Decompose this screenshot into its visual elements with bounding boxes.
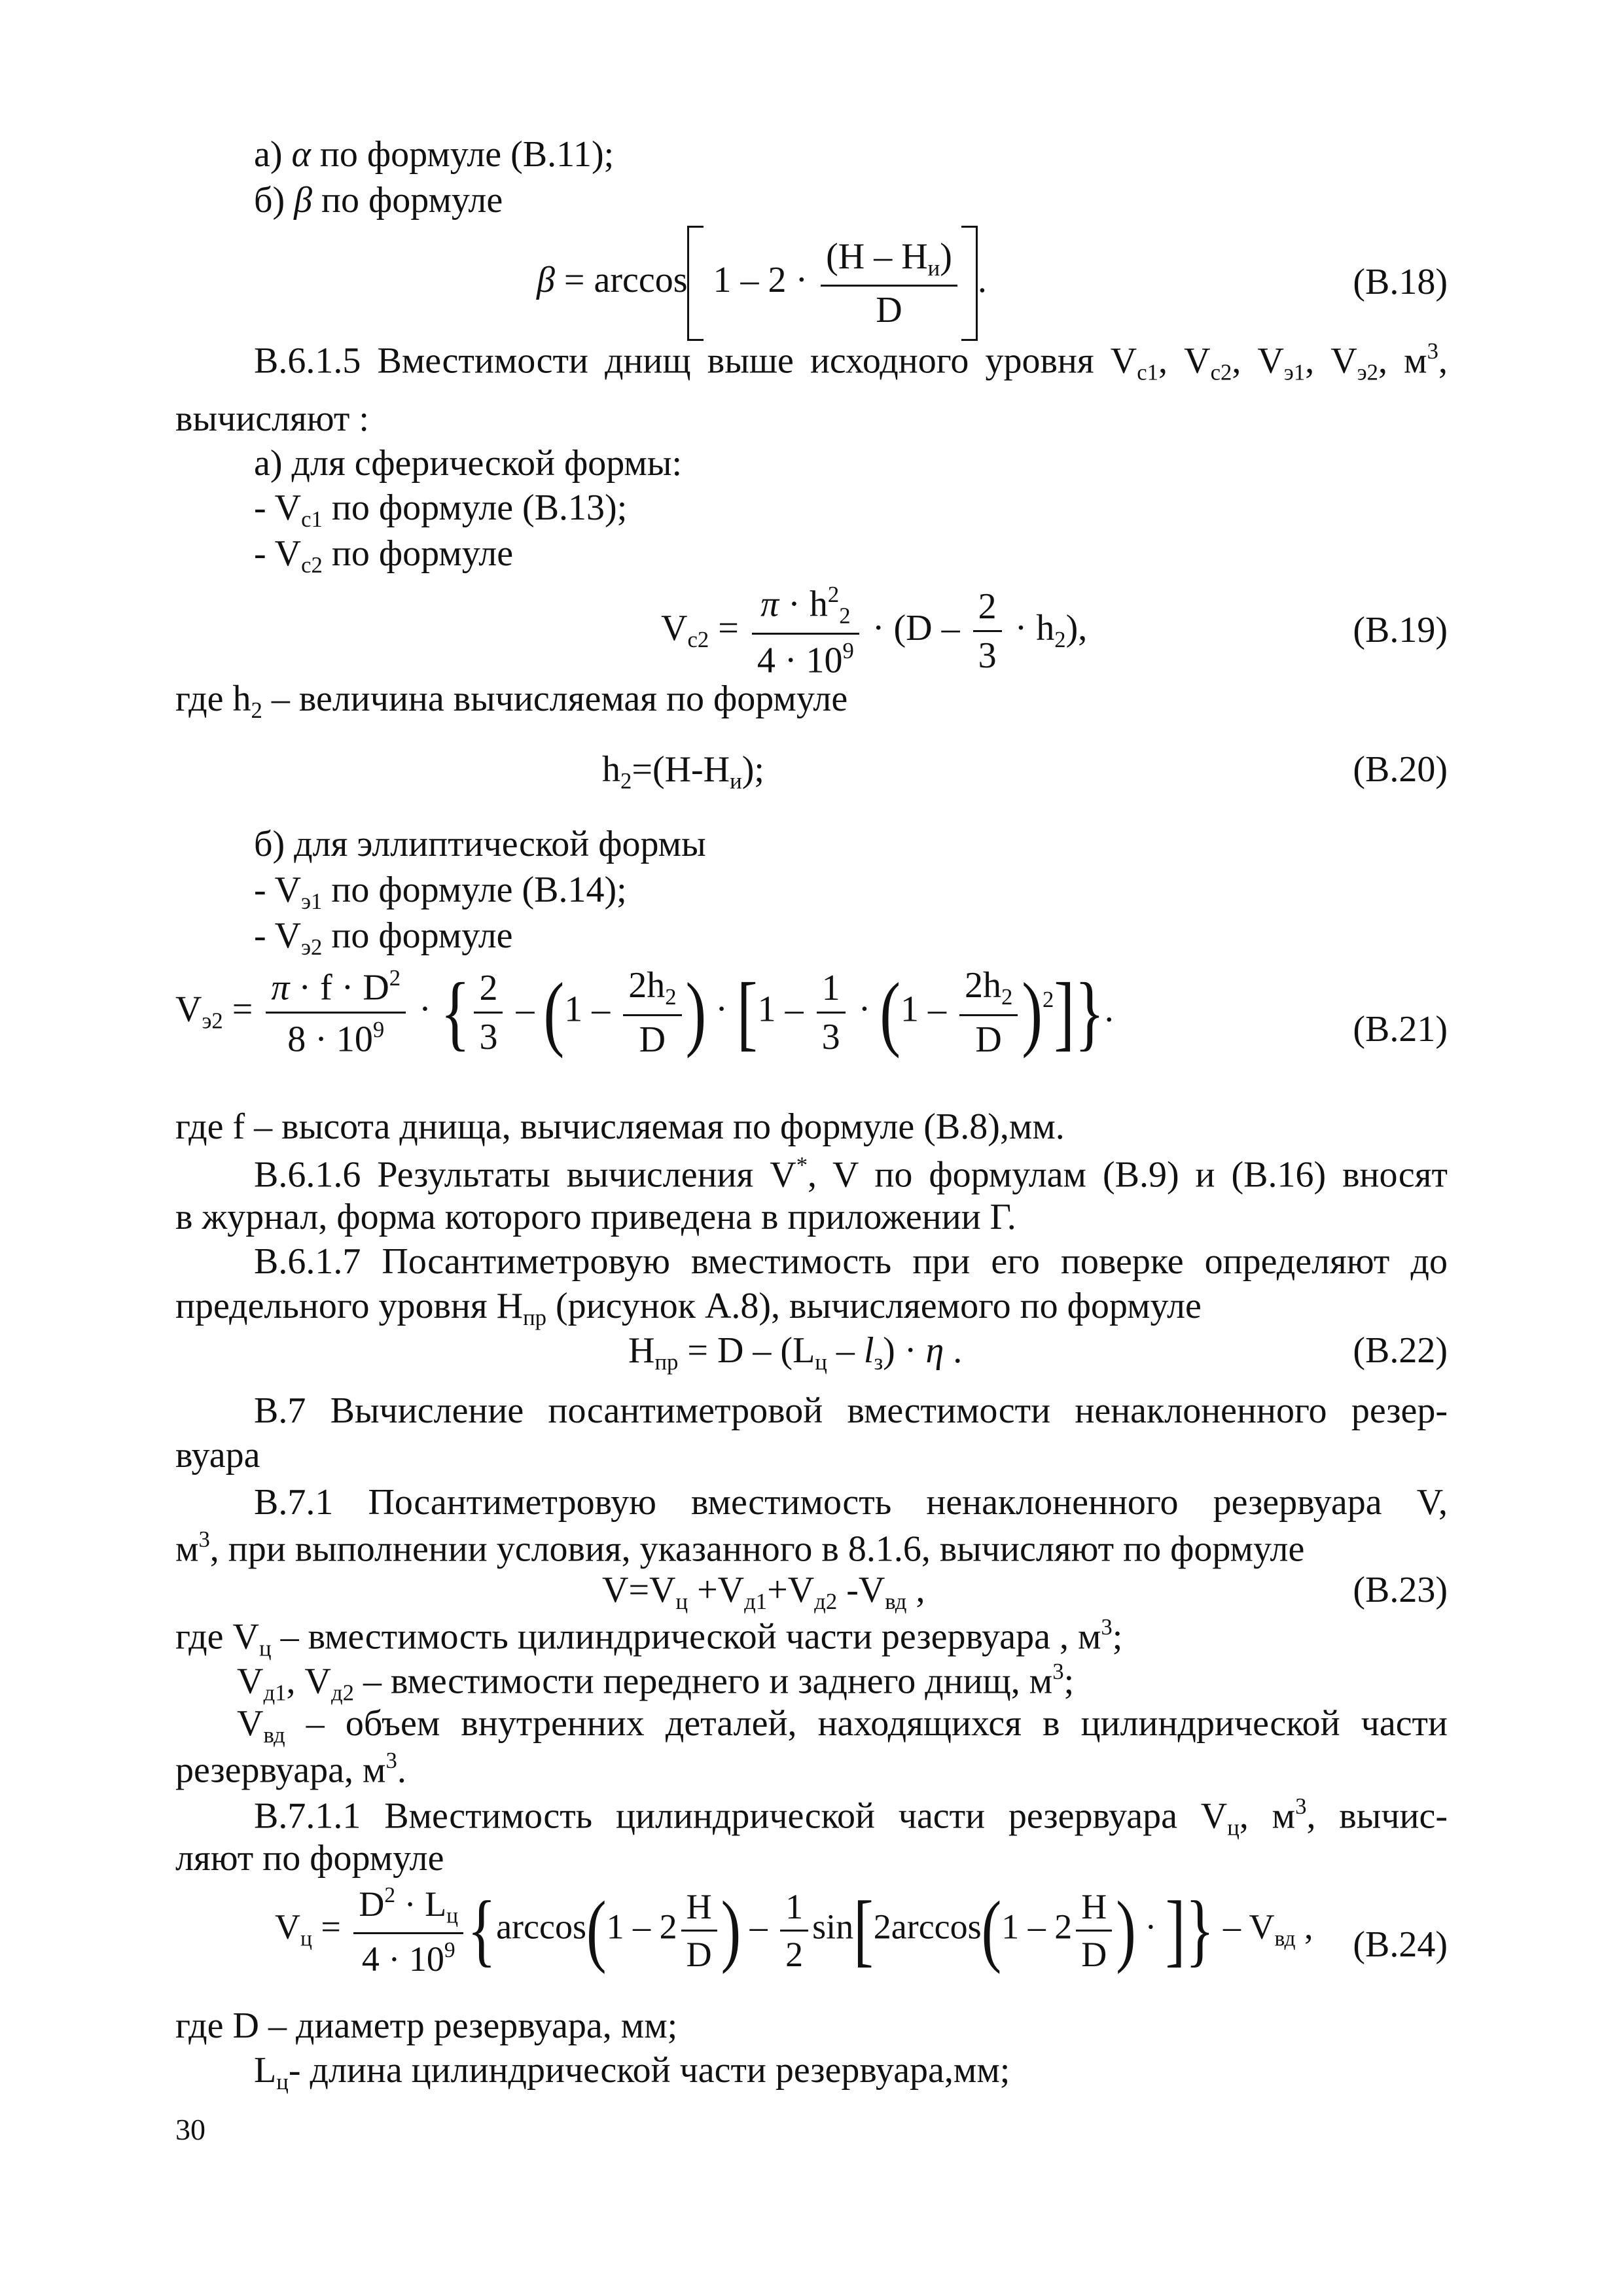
paragraph-b615: В.6.1.5 Вместимости днищ выше исходного уровня $V_{с1}$, $V_{с2}$, $V_{э1}$, $V_{э2}$, $м^3$, <box>254 338 1448 385</box>
paragraph-b7111: В.7.1.1 Вместимость цилиндрической части резервуара $V_ц$, $м^3$, вычис- <box>254 1793 1448 1841</box>
heading-b7: В.7 Вычисление посантиметровой вместимости ненаклоненного резер- <box>254 1390 1448 1431</box>
text-vc-definition: где $V_ц$ – вместимость цилиндрической части резервуара , $м^3$; <box>175 1614 1123 1661</box>
item-vc2: - $V_{с2}$ по формуле <box>254 533 514 578</box>
formula-number-b22: (В.22) <box>1353 1330 1448 1371</box>
formula-number-b19: (В.19) <box>1353 610 1448 650</box>
formula-b21: $V_{э2}$ = $\frac{\pi \cdot f \cdot D^2}{8 \cdot 10^9}$ · { $\frac{2}{3}$ – (1 – $\frac{2h_2}{D}$ ) · [1 – $\frac{1}{3}$ · (1 – $\frac{2h_2}{D}$ )$^2$]}. <box>175 965 1114 1060</box>
text-vd-definition: $V_{д1}$, $V_{д2}$ – вместимости переднего и заднего днищ, $м^3$; <box>237 1659 1075 1706</box>
text-lc-definition: $L_ц-$ длина цилиндрической части резервуара,мм; <box>254 2050 1010 2095</box>
text-f-definition: где f – высота днища, вычисляемая по формуле (В.8),мм. <box>175 1106 1065 1147</box>
page-number: 30 <box>175 2113 205 2146</box>
formula-number-b24: (В.24) <box>1353 1924 1448 1965</box>
formula-b20: $h_2=(H-H_и)$; <box>602 749 764 794</box>
formula-b18: β = arccos 1 – 2 · $\frac{(H - H_и)}{D}$ . <box>537 226 987 341</box>
item-ve1: - $V_{э1}$ по формуле (В.14); <box>254 870 627 915</box>
formula-number-b18: (В.18) <box>1353 262 1448 302</box>
text-vvd-definition-cont: резервуара, $м^3$. <box>175 1748 406 1791</box>
paragraph-b617: В.6.1.7 Посантиметровую вместимость при его поверке определяют до <box>254 1241 1448 1282</box>
formula-b22: $H_{пр} = D - (L_ц - l_з) \cdot \eta$ . <box>628 1330 963 1375</box>
formula-b24: $V_ц$ = $\frac{D^2 \cdot L_ц}{4 \cdot 10^9}$ {arccos(1 – 2 $\frac{H}{D}$ ) – $\frac{1}{2}$ sin[2arccos(1 – 2 $\frac{H}{D}$ ) · ]} – $V_{вд}$ , <box>275 1883 1313 1979</box>
item-a-alpha: а) α по формуле (В.11); <box>254 134 615 175</box>
heading-b7-cont: вуара <box>175 1435 260 1475</box>
item-vc1: - $V_{с1}$ по формуле (В.13); <box>254 487 628 533</box>
item-b-beta: б) β по формуле <box>254 180 503 221</box>
paragraph-b71-cont: $м^3$, при выполнении условия, указанного в 8.1.6, вычисляют по формуле <box>175 1527 1305 1570</box>
paragraph-b7111-cont: ляют по формуле <box>175 1838 444 1879</box>
text-calc: вычисляют : <box>175 398 369 439</box>
item-ve2: - $V_{э2}$ по формуле <box>254 915 513 961</box>
paragraph-b71: В.7.1 Посантиметровую вместимость ненаклоненного резервуара V, <box>254 1482 1448 1523</box>
paragraph-b616: В.6.1.6 Результаты вычисления V*, V по формулам (В.9) и (В.16) вносят <box>254 1152 1448 1195</box>
formula-number-b20: (В.20) <box>1353 749 1448 790</box>
paragraph-b616-cont: в журнал, форма которого приведена в приложении Г. <box>175 1197 1016 1237</box>
item-a-spherical: а) для сферической формы: <box>254 443 683 484</box>
text-d-definition: где D – диаметр резервуара, мм; <box>175 2005 678 2046</box>
text-vvd-definition: $V_{вд}$ – объем внутренних деталей, находящихся в цилиндрической части <box>237 1703 1448 1748</box>
formula-b19: $V_{с2}$ = $\frac{\pi \cdot h^2_2}{4 \cdot 10^9}$ · (D – $\frac{2}{3}$ · $h_2$), <box>661 582 1088 681</box>
item-b-elliptical: б) для эллиптической формы <box>254 824 706 864</box>
formula-number-b21: (В.21) <box>1353 1009 1448 1050</box>
formula-b23: $V=V_ц +V_{д1}+V_{д2}$ $-V_{вд}$ , <box>602 1570 925 1615</box>
paragraph-b617-cont: предельного уровня $H_{пр}$ (рисунок А.8), вычисляемого по формуле <box>175 1286 1202 1331</box>
formula-number-b23: (В.23) <box>1353 1570 1448 1610</box>
text-h2-definition: где $h_2$ – величина вычисляемая по формуле <box>175 679 848 724</box>
